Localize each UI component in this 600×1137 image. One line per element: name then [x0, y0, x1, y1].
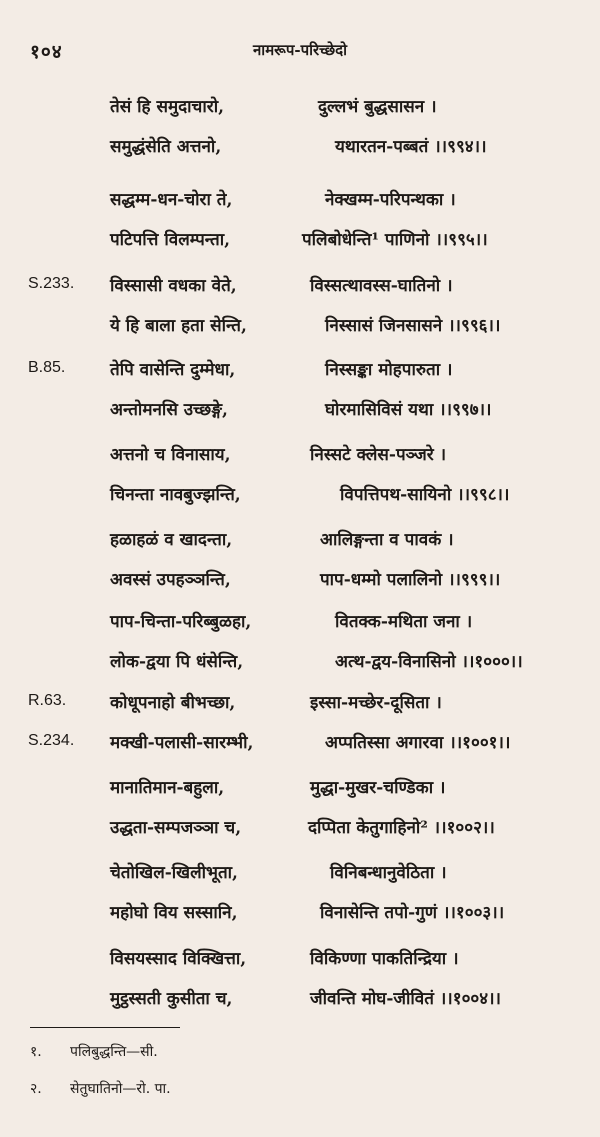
verse-second-half: अत्थ-द्वय-विनासिनो ।।१०००।।: [335, 652, 523, 672]
verse-second-half: विनिबन्धानुवेठिता ।: [330, 863, 447, 883]
verse-line: [110, 986, 502, 1009]
verse-line: [110, 187, 456, 210]
verse-second-half: दुल्लभं बुद्धसासन ।: [318, 97, 437, 117]
verse-first-half: विसयस्साद विक्खित्ता,: [110, 949, 247, 969]
verse-first-half: अन्तोमनसि उच्छङ्गे,: [110, 400, 228, 420]
verse-line: [110, 567, 501, 590]
footnote-number: १.: [30, 1044, 42, 1060]
verse-second-half: विनासेन्ति तपो-गुणं ।।१००३।।: [320, 903, 505, 923]
verse-line: [110, 357, 453, 380]
verse-first-half: ये हि बाला हता सेन्ति,: [110, 316, 247, 336]
running-header: नामरूप-परिच्छेदो: [252, 41, 347, 59]
verse-first-half: महोघो विय सस्सानि,: [110, 903, 238, 923]
footnote-number: २.: [30, 1081, 42, 1097]
verse-first-half: विस्सासी वधका वेते,: [110, 276, 237, 296]
verse-first-half: तेपि वासेन्ति दुम्मेधा,: [110, 360, 236, 380]
verse-first-half: सद्धम्म-धन-चोरा ते,: [110, 190, 233, 210]
verse-first-half: तेसं हि समुदाचारो,: [110, 97, 225, 117]
verse-line: [110, 649, 523, 672]
verse-line: [110, 815, 495, 838]
verse-line: [110, 134, 487, 157]
verse-first-half: कोधूपनाहो बीभच्छा,: [110, 693, 236, 713]
verse-second-half: निस्सासं जिनसासने ।।९९६।।: [325, 316, 501, 336]
verse-second-half: घोरमासिविसं यथा ।।९९७।।: [325, 400, 492, 420]
verse-line: [110, 273, 453, 296]
verse-line: [110, 609, 473, 632]
footnote-divider: [30, 1027, 180, 1028]
verse-second-half: अप्पतिस्सा अगारवा ।।१००१।।: [325, 733, 511, 753]
verse-first-half: पाप-चिन्ता-परिब्बुळहा,: [110, 612, 252, 632]
verse-first-half: लोक-द्वया पि धंसेन्ति,: [110, 652, 244, 672]
verse-line: [110, 860, 447, 883]
verse-second-half: विकिण्णा पाकतिन्द्रिया ।: [310, 949, 459, 969]
reference-label: B.85.: [28, 359, 66, 376]
verse-first-half: अवस्सं उपहञ्ञन्ति,: [110, 570, 231, 590]
verse-first-half: हळाहळं व खादन्ता,: [110, 530, 233, 550]
verse-second-half: दप्पिता केतुगाहिनो² ।।१००२।।: [308, 818, 495, 838]
verse-line: [110, 900, 505, 923]
verse-second-half: पाप-धम्मो पलालिनो ।।९९९।।: [320, 570, 501, 590]
verse-line: [110, 730, 511, 753]
verse-second-half: पलिबोधेन्ति¹ पाणिनो ।।९९५।।: [302, 230, 488, 250]
verse-line: [110, 397, 492, 420]
verse-line: [110, 690, 442, 713]
verse-first-half: उद्धता-सम्पजञ्ञा च,: [110, 818, 242, 838]
verse-second-half: यथारतन-पब्बतं ।।९९४।।: [335, 137, 487, 157]
reference-label: R.63.: [28, 692, 67, 709]
verse-first-half: पटिपत्ति विलम्पन्ता,: [110, 230, 231, 250]
verse-line: [110, 946, 459, 969]
footnote: [30, 1079, 171, 1098]
verse-line: [110, 94, 437, 117]
verse-second-half: विपत्तिपथ-सायिनो ।।९९८।।: [340, 485, 510, 505]
footnote-text: पलिबुद्धन्ति—सी.: [70, 1044, 158, 1060]
verse-first-half: चिनन्ता नावबुज्झन्ति,: [110, 485, 241, 505]
verse-line: [110, 227, 488, 250]
verse-line: [110, 482, 510, 505]
verse-line: [110, 775, 446, 798]
verse-second-half: वितक्क-मथिता जना ।: [335, 612, 473, 632]
verse-second-half: इस्सा-मच्छेर-दूसिता ।: [310, 693, 442, 713]
verse-second-half: विस्सत्थावस्स-घातिनो ।: [310, 276, 453, 296]
verse-line: [110, 313, 501, 336]
verse-first-half: मानातिमान-बहुला,: [110, 778, 225, 798]
footnote: [30, 1042, 158, 1061]
verse-second-half: निस्सङ्का मोहपारुता ।: [325, 360, 453, 380]
verse-second-half: नेक्खम्म-परिपन्थका ।: [325, 190, 456, 210]
verse-second-half: निस्सटे क्लेस-पञ्जरे ।: [310, 445, 447, 465]
verse-first-half: मुट्ठस्सती कुसीता च,: [110, 989, 233, 1009]
verse-first-half: अत्तनो च विनासाय,: [110, 445, 231, 465]
verse-first-half: चेतोखिल-खिलीभूता,: [110, 863, 238, 883]
verse-second-half: आलिङ्गन्ता व पावकं ।: [320, 530, 454, 550]
footnote-text: सेतुघातिनो—रो. पा.: [70, 1081, 171, 1097]
reference-label: S.234.: [28, 732, 75, 749]
verse-second-half: मुद्धा-मुखर-चण्डिका ।: [310, 778, 446, 798]
verse-first-half: मक्खी-पलासी-सारम्भी,: [110, 733, 254, 753]
verse-first-half: समुद्धंसेति अत्तनो,: [110, 137, 222, 157]
verse-line: [110, 527, 454, 550]
reference-label: S.233.: [28, 275, 75, 292]
page-number: १०४: [30, 41, 63, 63]
verse-line: [110, 442, 447, 465]
verse-second-half: जीवन्ति मोघ-जीवितं ।।१००४।।: [310, 989, 502, 1009]
